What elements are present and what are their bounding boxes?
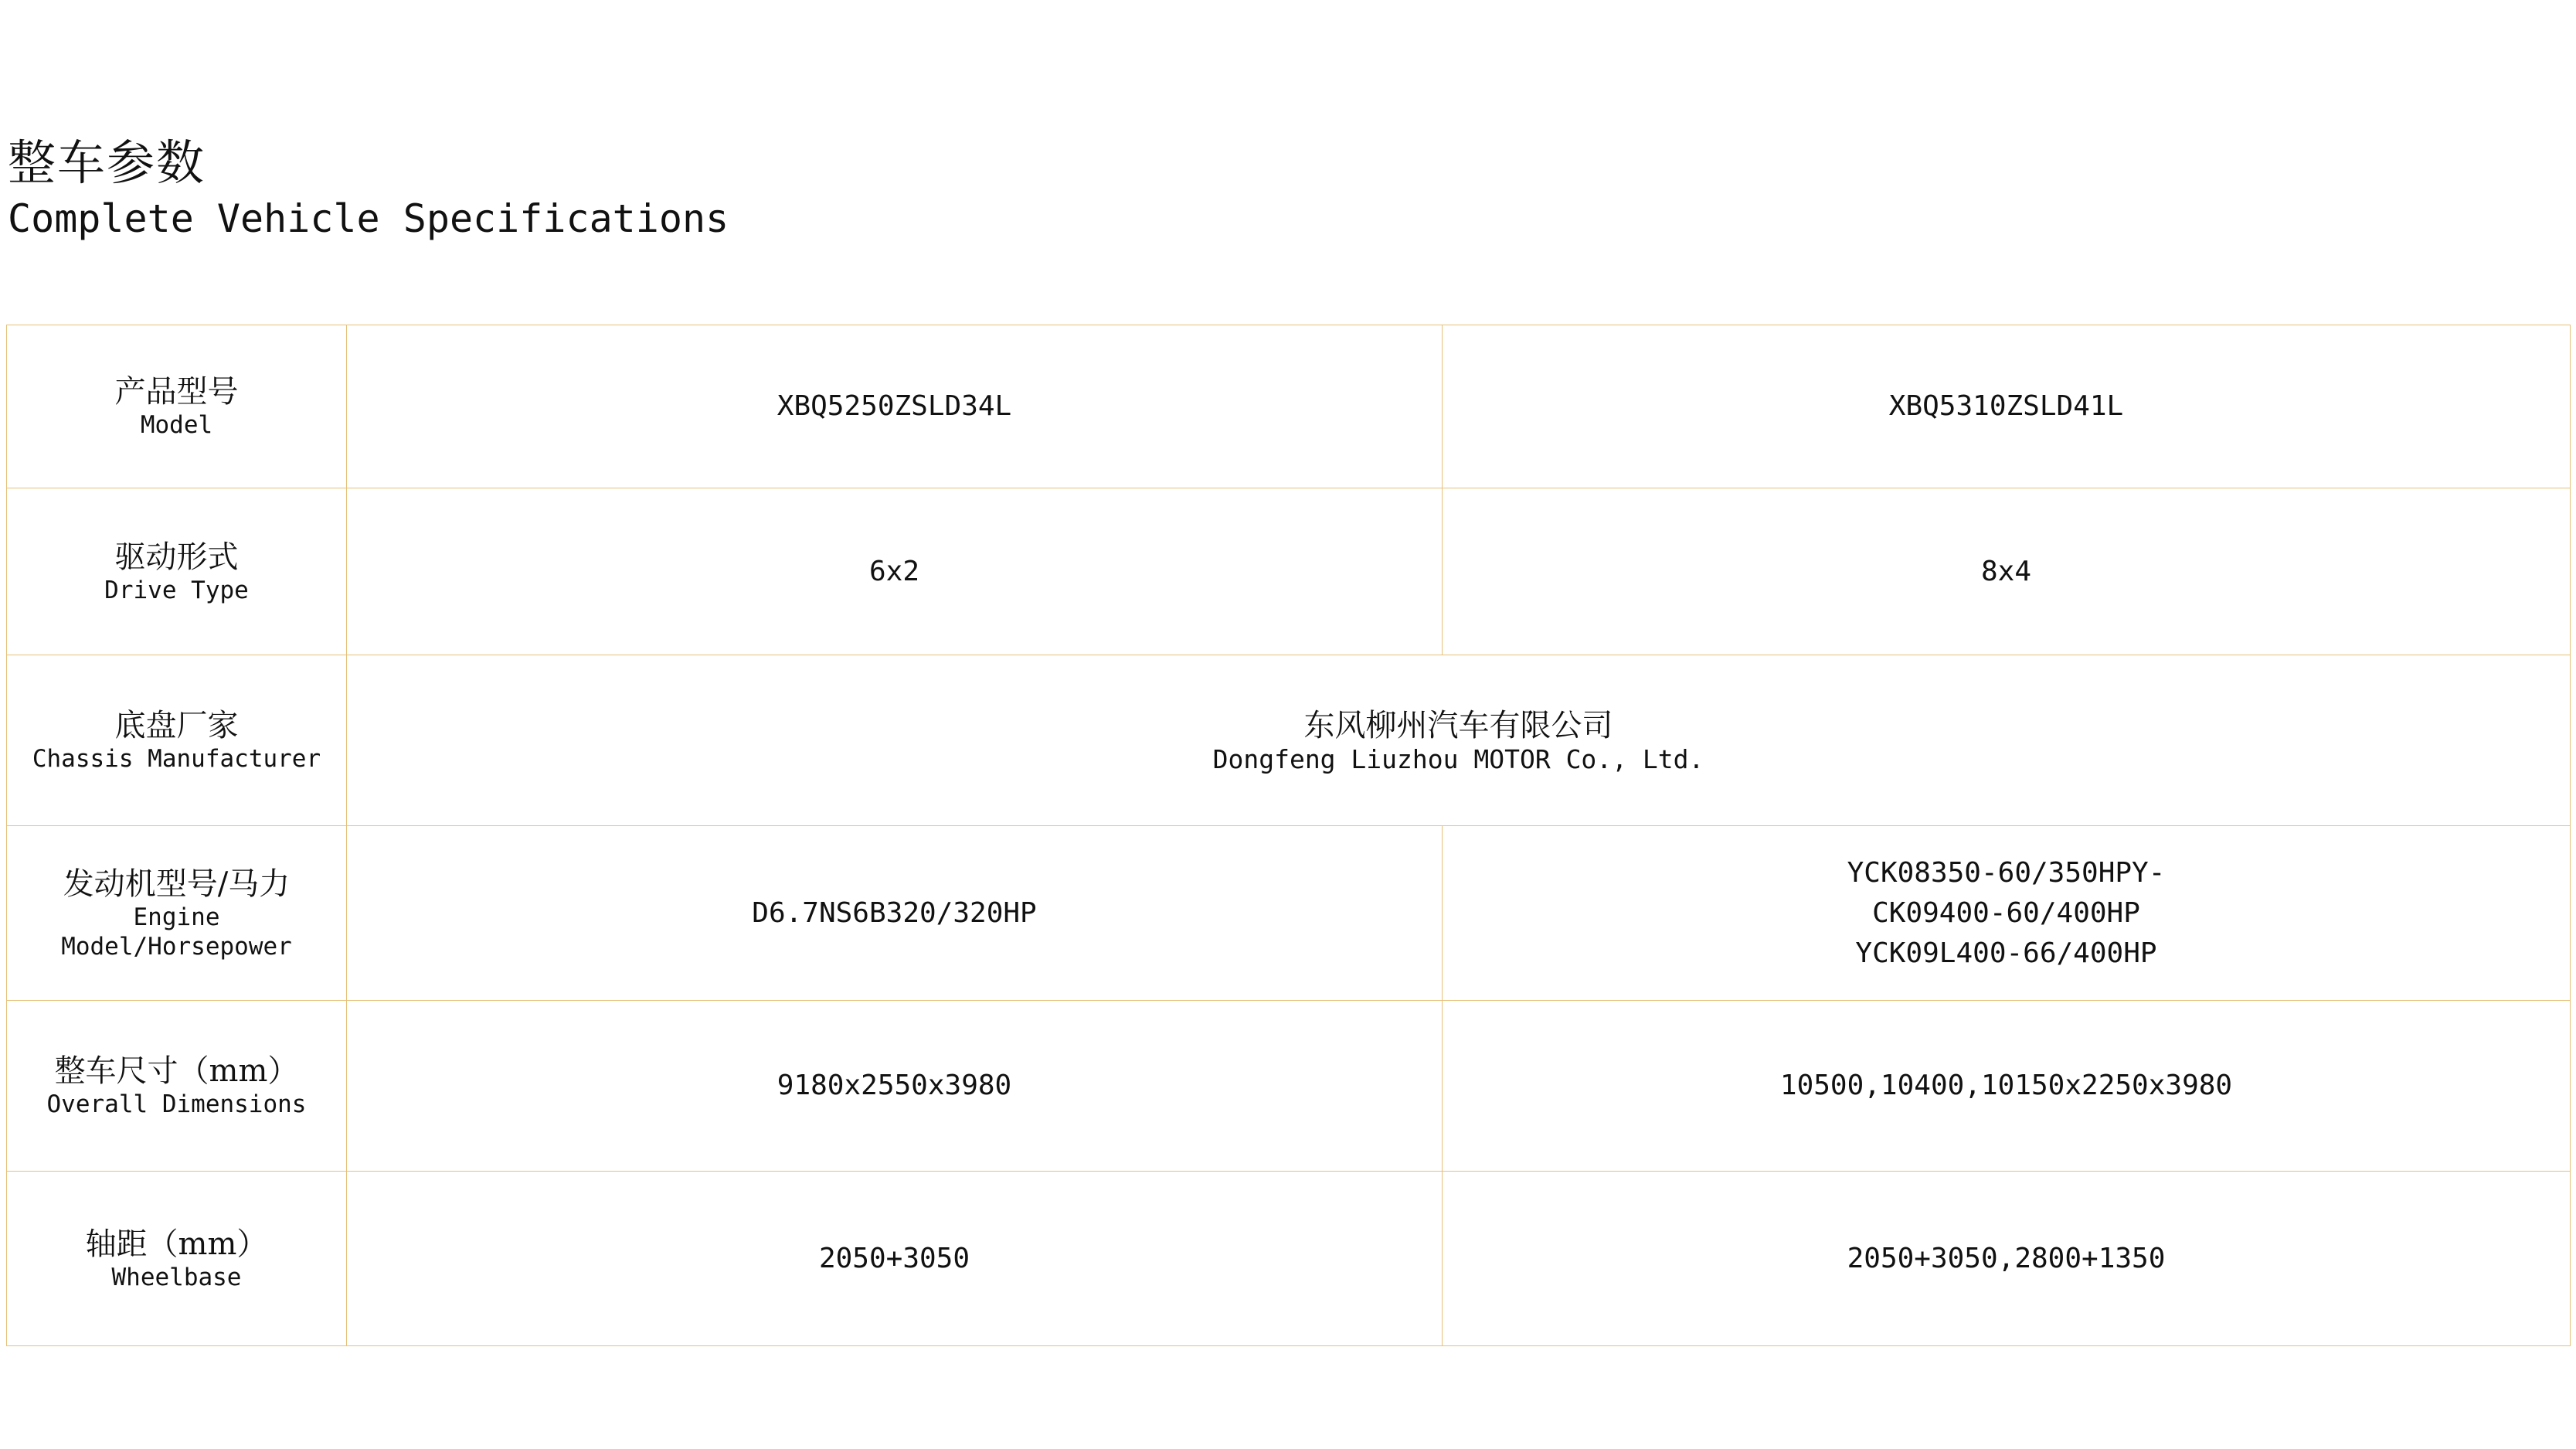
cell-overall-dimensions-b — [1443, 1001, 2571, 1172]
cell-value: 10500,10400,10150x2250x3980 — [1779, 1070, 2233, 1101]
row-label-cn: 发动机型号/马力 — [63, 866, 291, 902]
cell-engine-model-b — [1443, 826, 2571, 1001]
row-label-en: Model — [140, 411, 213, 439]
cell-drive-type-b — [1443, 488, 2571, 655]
cell-value: 9180x2550x3980 — [777, 1070, 1012, 1101]
row-label-en: Wheelbase — [111, 1263, 242, 1291]
row-label-overall-dimensions — [7, 1001, 347, 1172]
table-row — [7, 1001, 2571, 1172]
cell-value: 8x4 — [1980, 555, 2032, 587]
cell-wheelbase-a — [347, 1172, 1443, 1346]
page-title-cn: 整车参数 — [8, 134, 206, 191]
cell-value: 2050+3050,2800+1350 — [1847, 1242, 2166, 1274]
cell-overall-dimensions-a — [347, 1001, 1443, 1172]
cell-engine-model-a — [347, 826, 1443, 1001]
row-label-cn: 轴距（mm） — [85, 1226, 268, 1262]
cell-value: XBQ5310ZSLD41L — [1888, 390, 2124, 422]
cell-value-line: YCK09L400-66/400HP — [1855, 937, 2157, 969]
cell-chassis-manufacturer-merged — [347, 655, 2571, 826]
cell-value-cn: 东风柳州汽车有限公司 — [1303, 708, 1613, 743]
vehicle-specifications-table — [6, 325, 2571, 1346]
cell-value: XBQ5250ZSLD34L — [777, 390, 1012, 422]
table-row — [7, 826, 2571, 1001]
cell-value-en: Dongfeng Liuzhou MOTOR Co., Ltd. — [1212, 744, 1704, 774]
table-row — [7, 655, 2571, 826]
cell-model-b — [1443, 325, 2571, 488]
row-label-wheelbase — [7, 1172, 347, 1346]
row-label-chassis-manufacturer — [7, 655, 347, 826]
row-label-en: Chassis Manufacturer — [32, 745, 321, 773]
cell-value: D6.7NS6B320/320HP — [752, 896, 1037, 929]
cell-drive-type-a — [347, 488, 1443, 655]
row-label-en: Drive Type — [104, 576, 249, 604]
cell-value-line: CK09400-60/400HP — [1872, 896, 2140, 929]
row-label-en: Engine Model/Horsepower — [61, 903, 292, 961]
row-label-cn: 驱动形式 — [114, 539, 239, 575]
row-label-engine-model — [7, 826, 347, 1001]
row-label-model — [7, 325, 347, 488]
page-title — [8, 135, 729, 242]
row-label-cn: 底盘厂家 — [114, 708, 239, 743]
row-label-cn: 整车尺寸（mm） — [54, 1053, 299, 1089]
table-row — [7, 325, 2571, 488]
cell-wheelbase-b — [1443, 1172, 2571, 1346]
table-row — [7, 488, 2571, 655]
page-title-en: Complete Vehicle Specifications — [8, 196, 729, 241]
row-label-cn: 产品型号 — [114, 374, 239, 410]
cell-model-a — [347, 325, 1443, 488]
cell-value: 2050+3050 — [818, 1242, 970, 1274]
row-label-drive-type — [7, 488, 347, 655]
row-label-en: Overall Dimensions — [46, 1090, 307, 1118]
cell-value-line: YCK08350-60/350HPY- — [1847, 856, 2166, 889]
table-row — [7, 1172, 2571, 1346]
cell-value: 6x2 — [868, 555, 920, 587]
